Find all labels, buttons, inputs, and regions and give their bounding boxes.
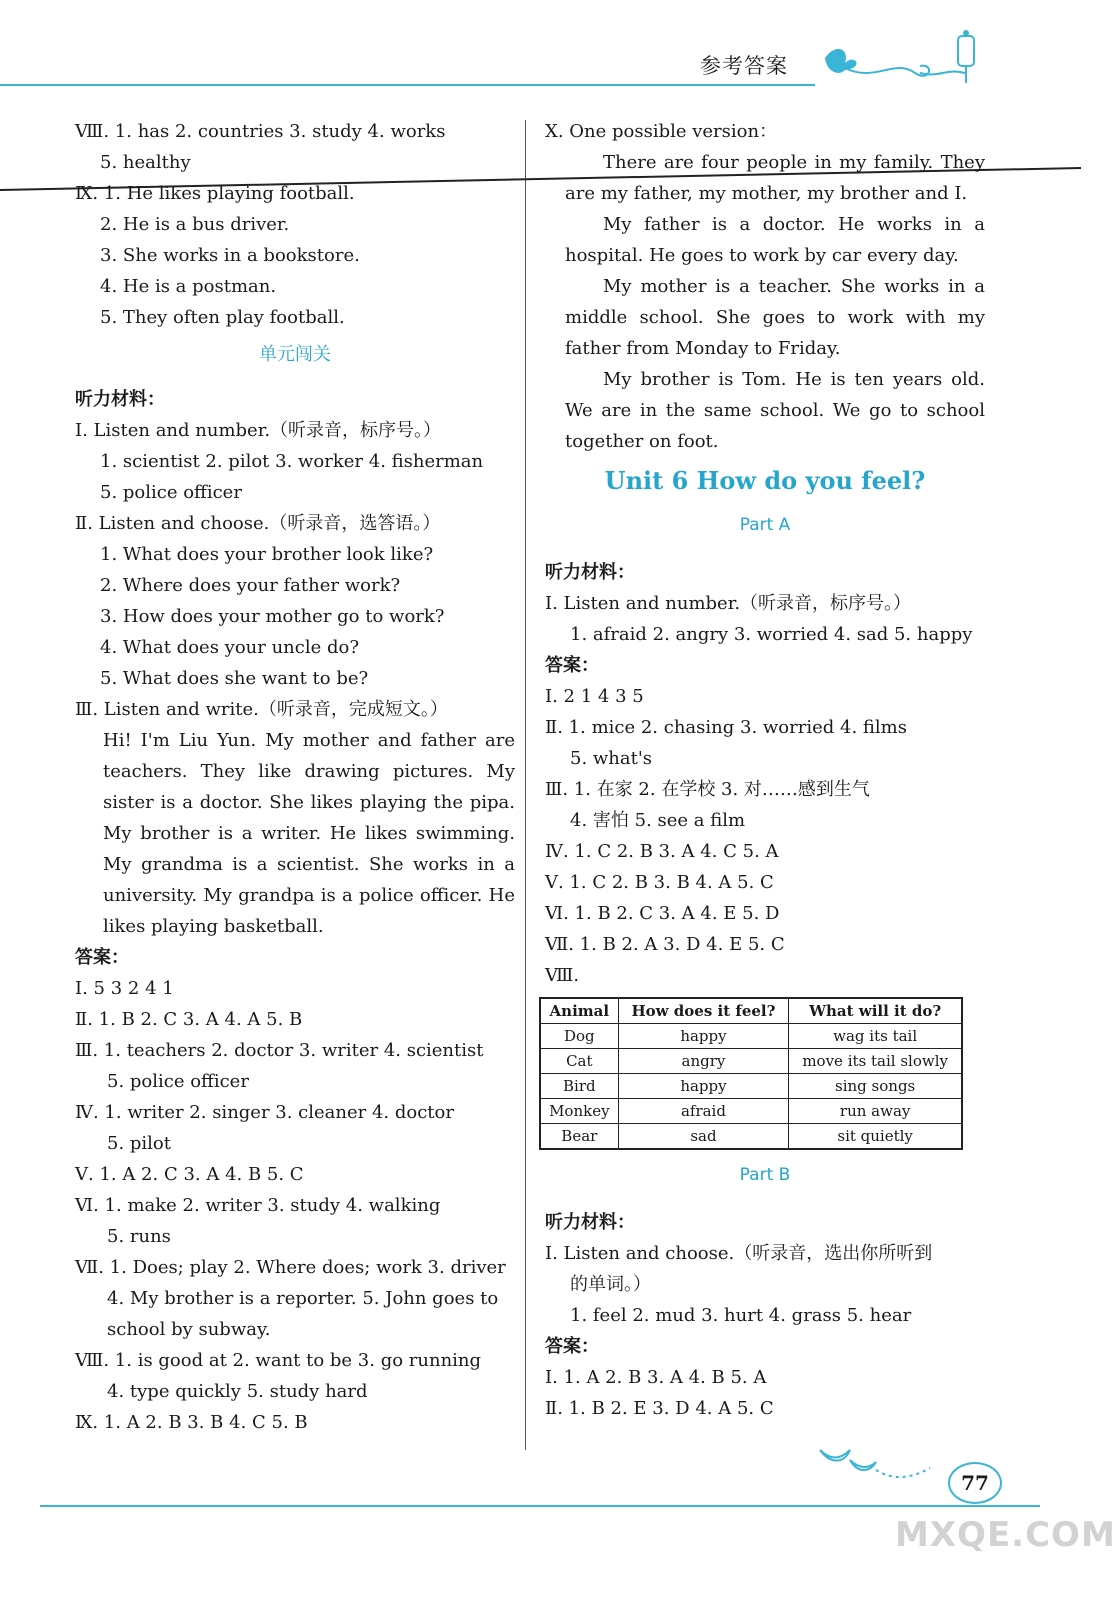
text-line: 5. what's (570, 748, 653, 769)
text-line: 4. What does your uncle do? (100, 637, 359, 658)
table-cell: happy (618, 1024, 789, 1049)
table-cell: happy (618, 1074, 789, 1099)
text-line: 4. My brother is a reporter. 5. John goes to (107, 1288, 499, 1309)
table-cell: sit quietly (789, 1124, 962, 1150)
text-line: Ⅷ. (545, 965, 580, 986)
essay-paragraph: My mother is a teacher. She works in a middle school. She goes to work with my father from Monday to Friday. (565, 276, 985, 359)
table-row (540, 1124, 962, 1150)
text-line: Ⅰ. Listen and choose.（听录音，选出你所听到 (545, 1243, 933, 1264)
section-title: 单元闯关 (259, 344, 331, 365)
text-line: 4. 害怕 5. see a film (570, 810, 746, 831)
table-cell: wag its tail (789, 1024, 962, 1049)
text-line: 5. healthy (100, 152, 191, 173)
essay-paragraph: There are four people in my family. They are my father, my mother, my brother and I. (565, 152, 985, 204)
text-line: Ⅳ. 1. C 2. B 3. A 4. C 5. A (545, 841, 779, 862)
table-cell: move its tail slowly (789, 1049, 962, 1074)
text-line: Ⅰ. Listen and number.（听录音，标序号。） (545, 593, 912, 614)
text-line: Ⅶ. 1. Does; play 2. Where does; work 3. driver (75, 1257, 506, 1278)
left-listening-lines (75, 384, 515, 725)
table-header-cell: What will it do? (789, 998, 962, 1024)
column-divider (525, 120, 526, 1450)
part-b-title: Part B (739, 1165, 791, 1185)
text-line: 3. How does your mother go to work? (100, 606, 445, 627)
text-line: 听力材料： (75, 389, 165, 410)
table-header-cell: Animal (540, 998, 618, 1024)
header-rule (0, 84, 815, 86)
table-row (540, 1074, 962, 1099)
table-cell: sing songs (789, 1074, 962, 1099)
left-column (75, 116, 515, 1438)
table-cell: Bird (540, 1074, 618, 1099)
text-line: 1. afraid 2. angry 3. worried 4. sad 5. happy (570, 624, 973, 645)
bird-decoration-icon (810, 1440, 940, 1490)
text-line: Ⅰ. 1. A 2. B 3. A 4. B 5. A (545, 1367, 767, 1388)
text-line: 4. type quickly 5. study hard (107, 1381, 368, 1402)
text-line: Ⅱ. 1. B 2. E 3. D 4. A 5. C (545, 1398, 774, 1419)
text-line: Ⅱ. Listen and choose.（听录音，选答语。） (75, 513, 441, 534)
text-line: Ⅰ. Listen and number.（听录音，标序号。） (75, 420, 442, 441)
table-cell: Dog (540, 1024, 618, 1049)
text-line: Ⅱ. 1. mice 2. chasing 3. worried 4. films (545, 717, 907, 738)
essay-paragraph: My father is a doctor. He works in a hospital. He goes to work by car every day. (565, 214, 985, 266)
text-line: Ⅵ. 1. B 2. C 3. A 4. E 5. D (545, 903, 780, 924)
table-cell: angry (618, 1049, 789, 1074)
text-line: Ⅴ. 1. C 2. B 3. B 4. A 5. C (545, 872, 774, 893)
text-line: Ⅰ. 5 3 2 4 1 (75, 978, 174, 999)
text-line: 5. police officer (107, 1071, 249, 1092)
text-line: 的单词。） (570, 1274, 651, 1295)
text-line: 3. She works in a bookstore. (100, 245, 360, 266)
text-line: Ⅸ. 1. He likes playing football. (75, 183, 355, 204)
text-line: Ⅸ. 1. A 2. B 3. B 4. C 5. B (75, 1412, 308, 1433)
text-line: 听力材料： (545, 1212, 635, 1233)
part-a-title: Part A (739, 515, 791, 535)
text-line: 5. They often play football. (100, 307, 345, 328)
text-line: Ⅲ. Listen and write.（听录音，完成短文。） (75, 699, 448, 720)
essay-intro: Ⅹ. One possible version： (545, 121, 778, 142)
text-line: Ⅲ. 1. 在家 2. 在学校 3. 对……感到生气 (545, 779, 870, 800)
text-line: Ⅷ. 1. has 2. countries 3. study 4. works (75, 121, 446, 142)
table-header-row (540, 998, 962, 1024)
text-line: Ⅱ. 1. B 2. C 3. A 4. A 5. B (75, 1009, 303, 1030)
text-line: Ⅵ. 1. make 2. writer 3. study 4. walking (75, 1195, 441, 1216)
table-cell: sad (618, 1124, 789, 1150)
text-line: 4. He is a postman. (100, 276, 277, 297)
table-cell: Cat (540, 1049, 618, 1074)
text-line: 2. Where does your father work? (100, 575, 401, 596)
table-cell: Bear (540, 1124, 618, 1150)
part-a-lines (545, 557, 985, 991)
watermark: MXQE.COM (895, 1515, 1116, 1555)
text-line: Ⅳ. 1. writer 2. singer 3. cleaner 4. doctor (75, 1102, 454, 1123)
table-row (540, 1099, 962, 1124)
text-line: 答案： (545, 1336, 599, 1357)
page-number: 77 (948, 1462, 1002, 1504)
text-line: 1. feel 2. mud 3. hurt 4. grass 5. hear (570, 1305, 912, 1326)
text-line: 5. runs (107, 1226, 171, 1247)
text-line: 2. He is a bus driver. (100, 214, 290, 235)
text-line: Ⅶ. 1. B 2. A 3. D 4. E 5. C (545, 934, 785, 955)
text-line: 听力材料： (545, 562, 635, 583)
text-line: Ⅰ. 2 1 4 3 5 (545, 686, 644, 707)
table-row (540, 1024, 962, 1049)
page-header-title: 参考答案 (700, 54, 788, 78)
table-row (540, 1049, 962, 1074)
essay-paragraph: My brother is Tom. He is ten years old. We are in the same school. We go to school together on foot. (565, 369, 985, 452)
text-line: Ⅴ. 1. A 2. C 3. A 4. B 5. C (75, 1164, 304, 1185)
listening-paragraph: Hi! I'm Liu Yun. My mother and father are teachers. They like drawing pictures. My sister is a doctor. She likes playing the pipa. My brother is a writer. He likes swimming. My grandma is a scientist. She works in a university. My grandpa is a police officer. He likes playing basketball. (103, 730, 515, 937)
right-column (545, 116, 985, 1424)
unit-title: Unit 6 How do you feel? (604, 466, 926, 495)
animal-feelings-table (539, 997, 963, 1150)
text-line: 1. What does your brother look like? (100, 544, 434, 565)
butterfly-lamp-decoration-icon (815, 28, 1005, 88)
text-line: Ⅷ. 1. is good at 2. want to be 3. go running (75, 1350, 482, 1371)
text-line: 5. pilot (107, 1133, 172, 1154)
table-header-cell: How does it feel? (618, 998, 789, 1024)
text-line: 答案： (545, 655, 599, 676)
text-line: 5. police officer (100, 482, 242, 503)
text-line: Ⅲ. 1. teachers 2. doctor 3. writer 4. scientist (75, 1040, 484, 1061)
text-line: 5. What does she want to be? (100, 668, 369, 689)
table-cell: Monkey (540, 1099, 618, 1124)
text-line: 答案： (75, 947, 129, 968)
left-answer-lines (75, 942, 515, 1438)
table-cell: afraid (618, 1099, 789, 1124)
left-top-lines (75, 116, 515, 333)
text-line: 1. scientist 2. pilot 3. worker 4. fisherman (100, 451, 484, 472)
text-line: school by subway. (107, 1319, 271, 1340)
table-cell: run away (789, 1099, 962, 1124)
footer-rule (40, 1505, 1040, 1507)
part-b-lines (545, 1207, 985, 1424)
